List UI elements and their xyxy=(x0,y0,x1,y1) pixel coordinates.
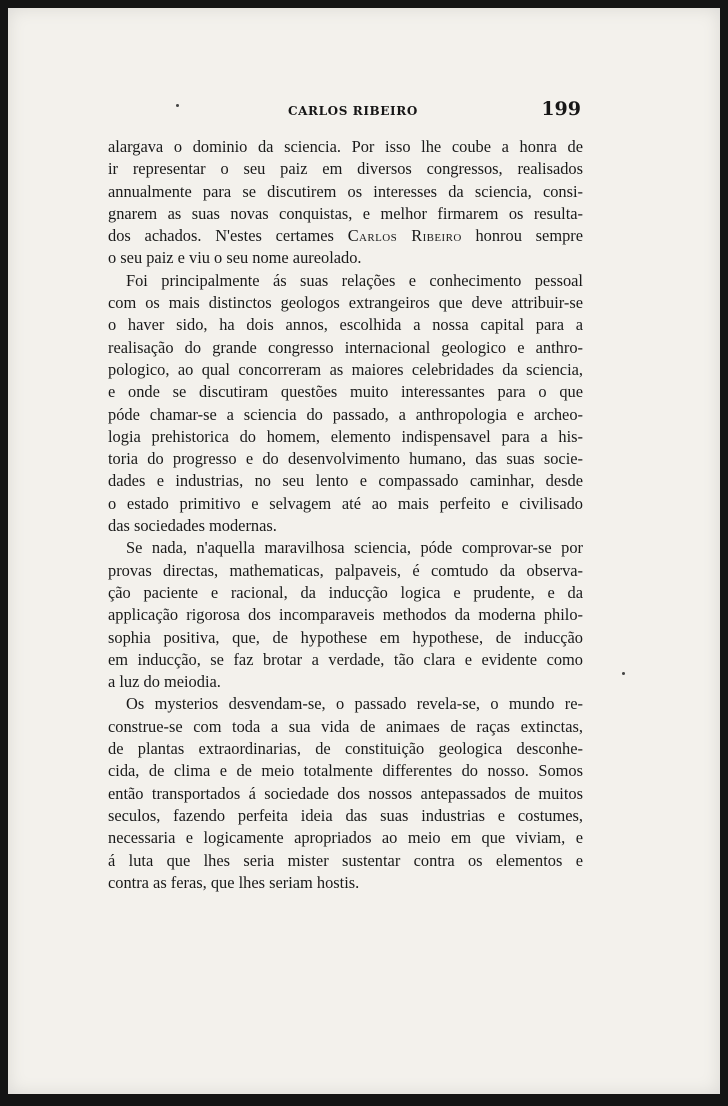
text-line: gnarem as suas novas conquistas, e melhor firmarem os resulta- xyxy=(108,203,583,223)
paragraph xyxy=(108,693,583,894)
running-head: CARLOS RIBEIRO xyxy=(288,104,418,118)
text-line: toria do progresso e do desenvolvimento humano, das suas socie- xyxy=(108,449,583,469)
text-line: o haver sido, ha dois annos, escolhida a nossa capital para a xyxy=(108,315,583,335)
text-line: a luz do meiodia. xyxy=(108,672,221,692)
text-line: seculos, fazendo perfeita ideia das suas industrias e costumes, xyxy=(108,805,583,825)
text-line: o seu paiz e viu o seu nome aureolado. xyxy=(108,248,362,268)
body-text xyxy=(108,136,583,894)
text-line: applicação rigorosa dos incomparaveis methodos da moderna philo- xyxy=(108,605,583,625)
text-line: pologico, ao qual concorreram as maiores celebridades da sciencia, xyxy=(108,359,583,379)
text-line: annualmente para se discutirem os interesses da sciencia, consi- xyxy=(108,181,583,201)
print-speck xyxy=(622,672,625,675)
text-line: de plantas extraordinarias, de constituição geologica desconhe- xyxy=(108,739,583,759)
text-line: realisação do grande congresso internacional geologico e anthro- xyxy=(108,337,583,357)
text-line: logia prehistorica do homem, elemento indispensavel para a his- xyxy=(108,426,583,446)
text-line: Os mysterios desvendam-se, o passado revela-se, o mundo re- xyxy=(126,694,583,714)
text-line: sophia positiva, que, de hypothese em hypothese, de inducção xyxy=(108,627,583,647)
text-line: então transportados á sociedade dos nossos antepassados de muitos xyxy=(108,783,583,803)
text-line: e onde se discutiram questões muito interessantes para o que xyxy=(108,382,583,402)
text-line: cida, de clima e de meio totalmente differentes do nosso. Somos xyxy=(108,761,583,781)
print-speck xyxy=(176,104,179,107)
text-line: em inducção, se faz brotar a verdade, tão clara e evidente como xyxy=(108,649,583,669)
book-page xyxy=(8,8,720,1094)
page-number: 199 xyxy=(541,98,581,120)
text-line: póde chamar-se a sciencia do passado, a anthropologia e archeo- xyxy=(108,404,583,424)
text-line: construe-se com toda a sua vida de animaes de raças extinctas, xyxy=(108,716,583,736)
paragraph xyxy=(108,537,583,693)
text-line: á luta que lhes seria mister sustentar contra os elementos e xyxy=(108,850,583,870)
text-line: com os mais distinctos geologos extrangeiros que deve attribuir-se xyxy=(108,293,583,313)
text-line: provas directas, mathematicas, palpaveis, é comtudo da observa- xyxy=(108,560,583,580)
text-line: Foi principalmente ás suas relações e conhecimento pessoal xyxy=(126,270,583,290)
text-line: ir representar o seu paiz em diversos congressos, realisados xyxy=(108,159,583,179)
text-line: o estado primitivo e selvagem até ao mais perfeito e civilisado xyxy=(108,493,583,513)
text-line: ção paciente e racional, da inducção logica e prudente, e da xyxy=(108,582,583,602)
text-line: necessaria e logicamente apropriados ao meio em que viviam, e xyxy=(108,828,583,848)
page-header xyxy=(108,98,583,124)
text-line: Se nada, n'aquella maravilhosa sciencia, póde comprovar-se por xyxy=(126,538,583,558)
text-line: dades e industrias, no seu lento e compassado caminhar, desde xyxy=(108,471,583,491)
paragraph xyxy=(108,270,583,538)
text-line: dos achados. N'estes certames Carlos Ribeiro honrou sempre xyxy=(108,226,584,246)
small-caps-name: Carlos Ribeiro xyxy=(347,226,462,246)
text-line: alargava o dominio da sciencia. Por isso lhe coube a honra de xyxy=(108,137,583,156)
text-line: das sociedades modernas. xyxy=(108,516,277,536)
text-line: contra as feras, que lhes seriam hostis. xyxy=(108,872,360,892)
paragraph xyxy=(108,136,583,270)
